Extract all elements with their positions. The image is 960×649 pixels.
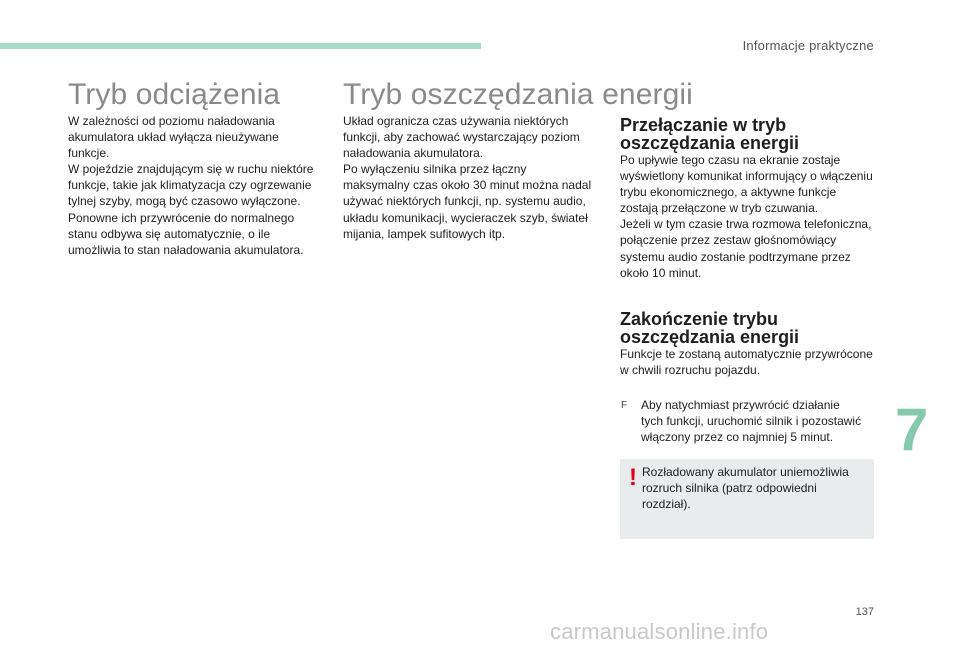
warning-icon: !: [629, 464, 637, 491]
warning-line: rozdział).: [642, 497, 691, 512]
col1-line: umożliwia to stan naładowania akumulatora.: [68, 242, 304, 257]
action-line: włączony przez co najmniej 5 minut.: [641, 430, 834, 445]
col2-line: Układ ogranicza czas używania niektórych: [343, 114, 569, 128]
col3-section2-body: [620, 346, 880, 378]
col3-line: w chwili rozruchu pojazdu.: [620, 363, 761, 378]
col3-line: Funkcje te zostaną automatycznie przywrócone: [620, 347, 873, 361]
action-text: [641, 397, 871, 445]
watermark: carmanualsonline.info: [550, 619, 769, 644]
col2-line: Po wyłączeniu silnika przez łączny: [343, 162, 527, 177]
col3-line: Po upływie tego czasu na ekranie zostaje: [620, 153, 841, 167]
subtitle-exiting-economy: [620, 310, 799, 346]
col3-line: około 10 minut.: [620, 265, 702, 280]
chapter-number: 7: [895, 396, 929, 463]
col3-line: wyświetlony komunikat informujący o włączeniu: [620, 169, 873, 184]
col1-line: funkcje.: [68, 146, 110, 161]
col3-line: trybu ekonomicznego, a aktywne funkcje: [620, 185, 837, 200]
subtitle-line: Przełączanie w tryb: [620, 115, 787, 135]
col1-line: akumulatora układ wyłącza nieużywane: [68, 130, 279, 145]
subtitle-line: oszczędzania energii: [620, 133, 800, 153]
col3-line: Jeżeli w tym czasie trwa rozmowa telefoniczna,: [620, 217, 872, 232]
title-load-reduction-mode: Tryb odciążenia: [68, 78, 281, 111]
col2-line: mijania, lampek sufitowych itp.: [343, 226, 506, 241]
col1-line: W zależności od poziomu naładowania: [68, 114, 275, 128]
action-item: [621, 397, 871, 445]
warning-text: [642, 464, 862, 512]
warning-box: [620, 459, 874, 539]
col3-section1-body: [620, 152, 880, 281]
col2-line: maksymalny czas około 30 minut można nadal: [343, 178, 592, 193]
action-marker-icon: F: [621, 400, 628, 411]
col2-line: funkcji, aby zachować wystarczający poziom: [343, 130, 580, 145]
col3-line: zostają przełączone w tryb czuwania.: [620, 201, 819, 216]
action-line: tych funkcji, uruchomić silnik i pozostawić: [641, 414, 862, 429]
col2-line: naładowania akumulatora.: [343, 146, 484, 161]
col1-line: stanu odbywa się automatycznie, o ile: [68, 226, 271, 241]
warning-line: rozruch silnika (patrz odpowiedni: [642, 481, 817, 496]
col1-line: Ponowne ich przywrócenie do normalnego: [68, 210, 295, 225]
section-label: Informacje praktyczne: [742, 38, 874, 53]
title-energy-economy-mode: Tryb oszczędzania energii: [343, 78, 693, 111]
subtitle-line: Zakończenie trybu: [620, 309, 779, 329]
warning-line: Rozładowany akumulator uniemożliwia: [642, 465, 849, 479]
col1-line: W pojeździe znajdującym się w ruchu niektóre: [68, 162, 314, 177]
action-line: Aby natychmiast przywrócić działanie: [641, 398, 840, 412]
col1-body: [68, 113, 328, 258]
col2-body: [343, 113, 603, 242]
col1-line: funkcje, takie jak klimatyzacja czy ogrzewanie: [68, 178, 312, 193]
page-number: 137: [855, 606, 874, 618]
col1-line: tylnej szyby, mogą być czasowo wyłączone.: [68, 194, 301, 209]
header-accent-bar: [0, 43, 481, 49]
subtitle-line: oszczędzania energii: [620, 327, 800, 347]
col3-line: połączenie przez zestaw głośnomówiący: [620, 233, 837, 248]
col3-line: systemu audio zostanie podtrzymane przez: [620, 249, 851, 264]
subtitle-switching-to-economy: [620, 116, 799, 152]
col2-line: układu komunikacji, wycieraczek szyb, świateł: [343, 210, 588, 225]
col2-line: używać niektórych funkcji, np. systemu audio,: [343, 194, 586, 209]
